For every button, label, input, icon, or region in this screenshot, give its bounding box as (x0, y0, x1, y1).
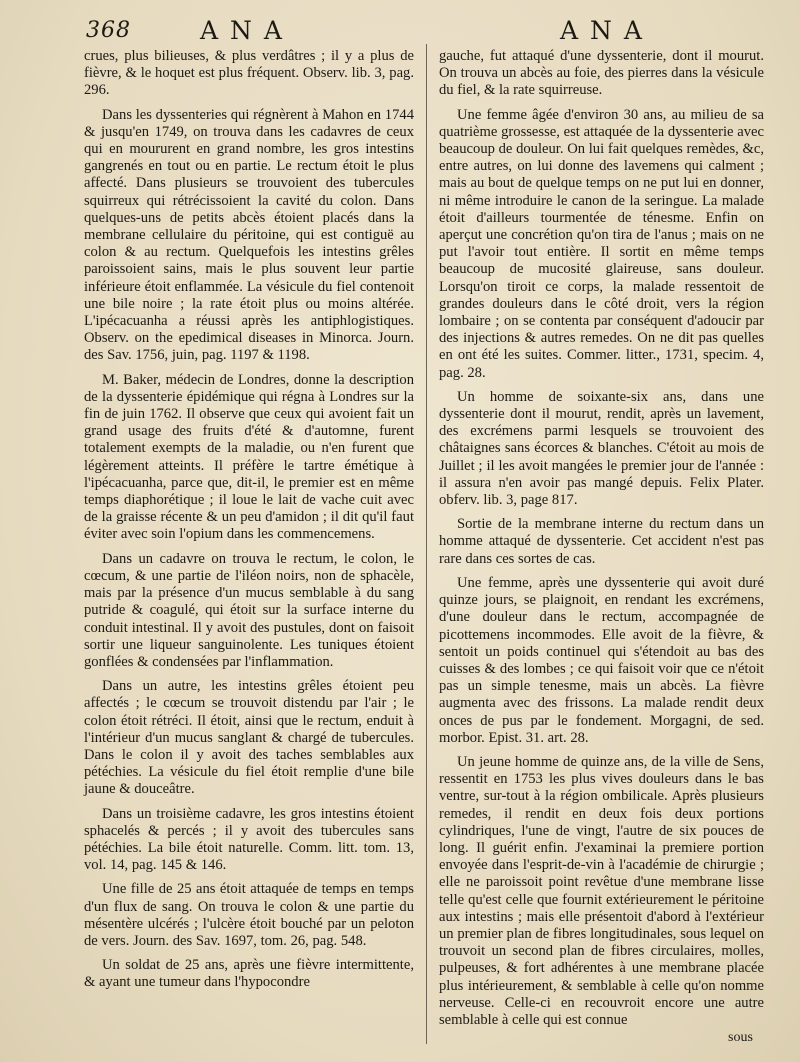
paragraph: gauche, fut attaqué d'une dyssenterie, dont il mourut. On trouva un abcès au foie, des pierres dans la vésicule du fiel, & la rate squirreuse. (439, 48, 764, 99)
column-divider (426, 44, 427, 1044)
paragraph: Une femme âgée d'environ 30 ans, au milieu de sa quatrième grossesse, est attaquée de la dyssenterie avec beaucoup de douleur. On lui fait quelques remèdes, &c, entre autres, on lui donne des lavemens qui calment ; mais au bout de quelque temps on ne put lui en donner, ni même introduire le canon de la seringue. La malade étoit d'ailleurs tourmentée de ténesme. Enfin on aperçut une concrétion qu'on tira de l'anus ; mais on ne put l'avoir tout entière. Il sortit en même temps beaucoup de mucosité glaireuse, sans douleur. Lorsqu'on tiroit ce corps, la malade ressentoit de grandes douleurs dans le côté droit, vers la région lombaire ; on se contenta par conséquent d'adoucir par des injections & autres remedes. On ne dit pas quelles en ont été les suites. Commer. litter., 1731, specim. 4, pag. 28. (439, 106, 764, 381)
paragraph: Un soldat de 25 ans, après une fièvre intermittente, & ayant une tumeur dans l'hypocondre (84, 957, 414, 991)
page-number: 368 (86, 18, 131, 43)
left-column (84, 48, 414, 999)
paragraph: Dans un autre, les intestins grêles étoient peu affectés ; le cœcum se trouvoit distendu par l'air ; le colon étoit rétréci. Il étoit, ainsi que le rectum, enduit à l'intérieur d'un mucus sanglant & chargé de tubercules. Dans le colon il y avoit des taches semblables aux pétéchies. La vésicule du fiel étoit remplie d'une bile jaune & douceâtre. (84, 678, 414, 798)
paragraph: Dans un cadavre on trouva le rectum, le colon, le cœcum, & une partie de l'iléon noirs, non de sphacèle, mais par la présence d'un mucus semblable à du sang putride & coagulé, qui étoit sur la surface interne du conduit intestinal. Il y avoit des pustules, dont on faisoit sortir une liqueur sanguinolente. Les tuniques étoient gonflées & condensées par l'inflammation. (84, 550, 414, 670)
paragraph: crues, plus bilieuses, & plus verdâtres ; il y a plus de fièvre, & le hoquet est plus fréquent. Observ. lib. 3, pag. 296. (84, 48, 414, 99)
catchword: sous (728, 1030, 753, 1045)
running-head-right: ANA (560, 16, 654, 45)
paragraph: M. Baker, médecin de Londres, donne la description de la dyssenterie épidémique qui régna à Londres sur la fin de juin 1762. Il observe que ceux qui avoient fait un grand usage des fruits d'été & d'automne, furent totalement exempts de la maladie, ou n'en furent que légèrement atteints. Il préfère le tartre émétique à l'ipécacuanha, parce que, dit-il, le premier est en même temps diaphorétique ; il loue le lait de vache cuit avec de la graisse récente & un peu d'amidon ; il dit qu'il faut éviter avec soin l'opium dans les commencemens. (84, 371, 414, 543)
paragraph: Une femme, après une dyssenterie qui avoit duré quinze jours, se plaignoit, en rendant les excrémens, d'une douleur dans le rectum, accompagnée de picottemens incommodes. Elle avoit de la fièvre, & sentoit un poids continuel qui s'étendoit au bas des cuisses & des lombes ; ce qui faisoit voir que ce n'étoit pas un simple tenesme, mais un abcès. La fièvre augmenta avec des frissons. La malade rendit deux onces de pus par le fondement. Morgagni, de sed. morbor. Epist. 31. art. 28. (439, 574, 764, 746)
paragraph: Un homme de soixante-six ans, dans une dyssenterie dont il mourut, rendit, après un lavement, des excrémens parmi lesquels se trouvoient des châtaignes sans écorces & blanches. C'étoit au mois de Juillet ; il les avoit mangées le premier jour de l'année : il assura n'en avoir pas mangé depuis. Felix Plater. obferv. lib. 3, page 817. (439, 388, 764, 509)
running-head-left: ANA (200, 16, 294, 45)
page-header (0, 16, 800, 50)
paragraph: Une fille de 25 ans étoit attaquée de temps en temps d'un flux de sang. On trouva le colon & une partie du mésentère ulcérés ; l'ulcère étoit bouché par un peloton de vers. Journ. des Sav. 1697, tom. 26, pag. 548. (84, 881, 414, 949)
right-column (439, 48, 764, 1036)
paragraph: Dans les dyssenteries qui régnèrent à Mahon en 1744 & jusqu'en 1749, on trouva dans les cadavres de ceux qui en moururent en grand nombre, les gros intestins gangrenés en tout ou en partie. Le rectum étoit le plus affecté. Dans plusieurs se trouvoient des tubercules squirreux qui rétrécissoient la cavité du colon. Dans quelques-uns de petits abcès étoient placés dans la membrane cellulaire du péritoine, qui est contiguë au colon & au rectum. Quelquefois les intestins grêles paroissoient sains, mais le plus souvent leur partie inférieure étoit enflammée. La vésicule du fiel contenoit une bile noire ; la rate étoit plus ou moins altérée. L'ipécacuanha a réussi après les antiphlogistiques. Observ. on the epedimical diseases in Minorca. Journ. des Sav. 1756, juin, pag. 1197 & 1198. (84, 106, 414, 364)
paragraph: Un jeune homme de quinze ans, de la ville de Sens, ressentit en 1753 les plus vives douleurs dans le bas ventre, sur-tout à la région ombilicale. Après plusieurs remedes, il rendit en deux fois deux portions cylindriques, l'une de vingt, l'autre de six pouces de long. Il guérit enfin. J'examinai la premiere portion envoyée dans l'esprit-de-vin à l'académie de chirurgie ; elle ne paroissoit point revêtue d'une membrane lisse telle qu'est celle que fournit extérieurement le péritoine aux intestins ; mais elle présentoit d'abord à l'extérieur un premier plan de fibres longitudinales, sous lequel on trouvoit un second plan de fibres circulaires, molles, pulpeuses, & fort adhérentes à une membrane placée plus intérieurement, & semblable à celle qu'on nomme nerveuse. Celle-ci en recouvroit encore une autre semblable à celle qui est connue (439, 753, 764, 1028)
paragraph: Dans un troisième cadavre, les gros intestins étoient sphacelés & percés ; il y avoit des tubercules sans pétéchies. La bile étoit naturelle. Comm. litt. tom. 13, vol. 14, pag. 145 & 146. (84, 805, 414, 874)
paragraph: Sortie de la membrane interne du rectum dans un homme attaqué de dyssenterie. Cet accident n'est pas rare dans ces sortes de cas. (439, 516, 764, 567)
